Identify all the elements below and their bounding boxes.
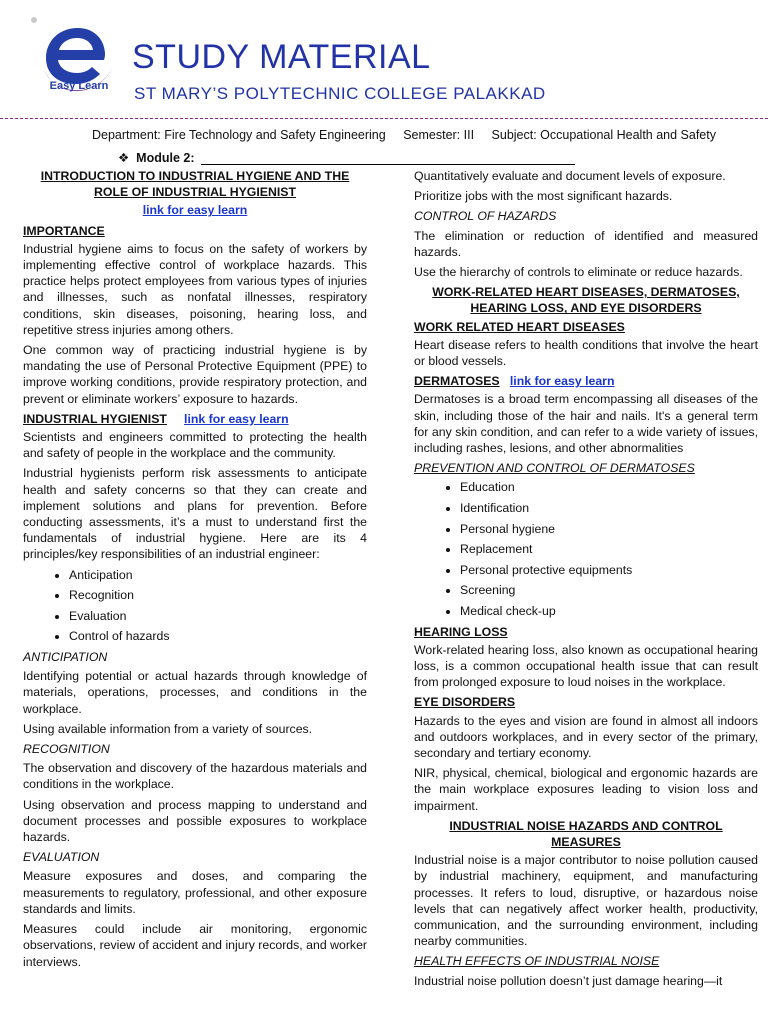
heart-paragraph: Heart disease refers to health conditions that involve the heart or blood vessels. <box>414 337 758 369</box>
eye-paragraph-2: NIR, physical, chemical, biological and ergonomic hazards are the main workplace exposures leading to vision loss and impairment. <box>414 766 758 813</box>
header-divider <box>0 118 768 119</box>
heart-diseases-heading: WORK RELATED HEART DISEASES <box>414 319 625 334</box>
list-item: • Medical check-up <box>460 603 758 619</box>
decorative-dot <box>31 17 37 23</box>
prevention-list <box>414 479 758 619</box>
recognition-paragraph-2: Using observation and process mapping to understand and document processes and possible exposures to workplace hazards. <box>23 797 367 845</box>
list-item: • Identification <box>460 500 758 516</box>
work-related-heading: WORK-RELATED HEART DISEASES, DERMATOSES, HEARING LOSS, AND EYE DISORDERS <box>432 285 740 316</box>
module-label: Module 2: <box>136 151 195 165</box>
diamond-bullet-icon: ❖ <box>118 151 130 165</box>
page-title: STUDY MATERIAL <box>132 38 431 76</box>
noise-heading: INDUSTRIAL NOISE HAZARDS AND CONTROL MEASURES <box>449 818 723 850</box>
evaluation-paragraph-3: Quantitatively evaluate and document levels of exposure. <box>414 169 726 183</box>
intro-heading: INTRODUCTION TO INDUSTRIAL HYGIENE AND THE ROLE OF INDUSTRIAL HYGIENIST <box>40 169 350 200</box>
intro-easy-learn-link[interactable]: link for easy learn <box>142 203 248 218</box>
principles-list <box>23 567 367 645</box>
list-item: • Anticipation <box>69 567 367 583</box>
hygienist-easy-learn-link[interactable]: link for easy learn <box>184 411 289 426</box>
college-name: ST MARY’S POLYTECHNIC COLLEGE PALAKKAD <box>134 84 546 103</box>
health-effects-paragraph: Industrial noise pollution doesn’t just damage hearing—it <box>414 973 723 988</box>
department-label: Department: Fire Technology and Safety Engineering <box>92 128 386 142</box>
prevention-heading: PREVENTION AND CONTROL OF DERMATOSES <box>414 461 695 476</box>
document-header <box>0 0 768 120</box>
module-underline <box>201 152 575 165</box>
course-meta <box>92 128 730 142</box>
hearing-loss-heading: HEARING LOSS <box>414 624 508 639</box>
list-item: • Personal hygiene <box>460 521 758 537</box>
noise-paragraph: Industrial noise is a major contributor to noise pollution caused by industrial machinery, equipment, and manufacturing processes. It refers to loud, disruptive, or hazardous noise levels that can negatively affect worker health, productivity, communication, and the surrounding environment, including nearby communities. <box>414 853 758 949</box>
recognition-heading: RECOGNITION <box>23 742 110 757</box>
anticipation-heading: ANTICIPATION <box>23 650 108 665</box>
control-heading: CONTROL OF HAZARDS <box>414 209 557 224</box>
eye-disorders-heading: EYE DISORDERS <box>414 695 516 710</box>
evaluation-paragraph-4: Prioritize jobs with the most significant hazards. <box>414 189 673 204</box>
hygienist-paragraph-2: Industrial hygienists perform risk assessments to anticipate health and safety concerns so that they can create and implement solutions and plans for prevention. Before conducting assessments, it’s a must to understand first the fundamentals of industrial hygiene. Here are its 4 principles/key responsibilities of an industrial engineer: <box>23 466 367 562</box>
logo-text: Easy Learn <box>49 80 109 92</box>
hygienist-paragraph-1: Scientists and engineers committed to protecting the health and safety of people in the workplace and the community. <box>23 430 367 461</box>
semester-label: Semester: III <box>403 128 475 142</box>
list-item: • Evaluation <box>69 608 367 624</box>
list-item: • Recognition <box>69 587 367 603</box>
list-item: • Education <box>460 479 758 495</box>
eye-paragraph-1: Hazards to the eyes and vision are found in almost all indoors and outdoors workplaces, and in every sector of the primary, secondary and tertiary economy. <box>414 713 758 761</box>
list-item: • Control of hazards <box>69 628 367 644</box>
importance-heading: IMPORTANCE <box>23 223 105 238</box>
module-line <box>118 150 575 165</box>
control-paragraph-1: The elimination or reduction of identified and measured hazards. <box>414 228 758 259</box>
dermatoses-heading: DERMATOSES <box>414 374 500 389</box>
list-item: • Personal protective equipments <box>460 562 758 578</box>
importance-paragraph-2: One common way of practicing industrial hygiene is by mandating the use of Personal Protective Equipment (PPE) to improve working conditions, provide respiratory protection, and prevent or eliminate workers’ exposure to hazards. <box>23 343 367 406</box>
recognition-paragraph-1: The observation and discovery of the hazardous materials and conditions in the workplace. <box>23 761 367 792</box>
importance-paragraph-1: Industrial hygiene aims to focus on the safety of workers by implementing effective control of workplace hazards. This practice helps protect employees from various types of injuries and illnesses, such as nonfatal illnesses, respiratory conditions, skin diseases, poisoning, hearing loss, and repetitive stress injuries among others. <box>23 241 367 337</box>
hearing-paragraph: Work-related hearing loss, also known as occupational hearing loss, is a common occupational health issue that can result from prolonged exposure to loud noises in the workplace. <box>414 642 758 690</box>
left-column <box>23 168 367 974</box>
dermatoses-paragraph: Dermatoses is a broad term encompassing all diseases of the skin, including those of the hair and nails. It's a general term for any skin condition, and can refer to a wide variety of issues, including rashes, lesions, and other abnormalities <box>414 392 758 456</box>
dermatoses-easy-learn-link[interactable]: link for easy learn <box>509 374 615 389</box>
anticipation-paragraph-2: Using available information from a variety of sources. <box>23 721 313 736</box>
evaluation-paragraph-1: Measure exposures and doses, and comparing the measurements to regulatory, professional, and other exposure standards and limits. <box>23 869 367 916</box>
list-item: • Replacement <box>460 541 758 557</box>
right-column <box>414 168 758 993</box>
control-paragraph-2: Use the hierarchy of controls to eliminate or reduce hazards. <box>414 265 743 280</box>
subject-label: Subject: Occupational Health and Safety <box>491 128 716 142</box>
list-item: • Screening <box>460 582 758 598</box>
anticipation-paragraph-1: Identifying potential or actual hazards through knowledge of materials, operations, processes, and conditions in the workplace. <box>23 669 367 716</box>
evaluation-heading: EVALUATION <box>23 850 100 865</box>
health-effects-heading: HEALTH EFFECTS OF INDUSTRIAL NOISE <box>414 954 660 969</box>
evaluation-paragraph-2: Measures could include air monitoring, ergonomic observations, review of accident and injury records, and worker interviews. <box>23 922 367 969</box>
hygienist-heading: INDUSTRIAL HYGIENIST <box>23 411 167 426</box>
